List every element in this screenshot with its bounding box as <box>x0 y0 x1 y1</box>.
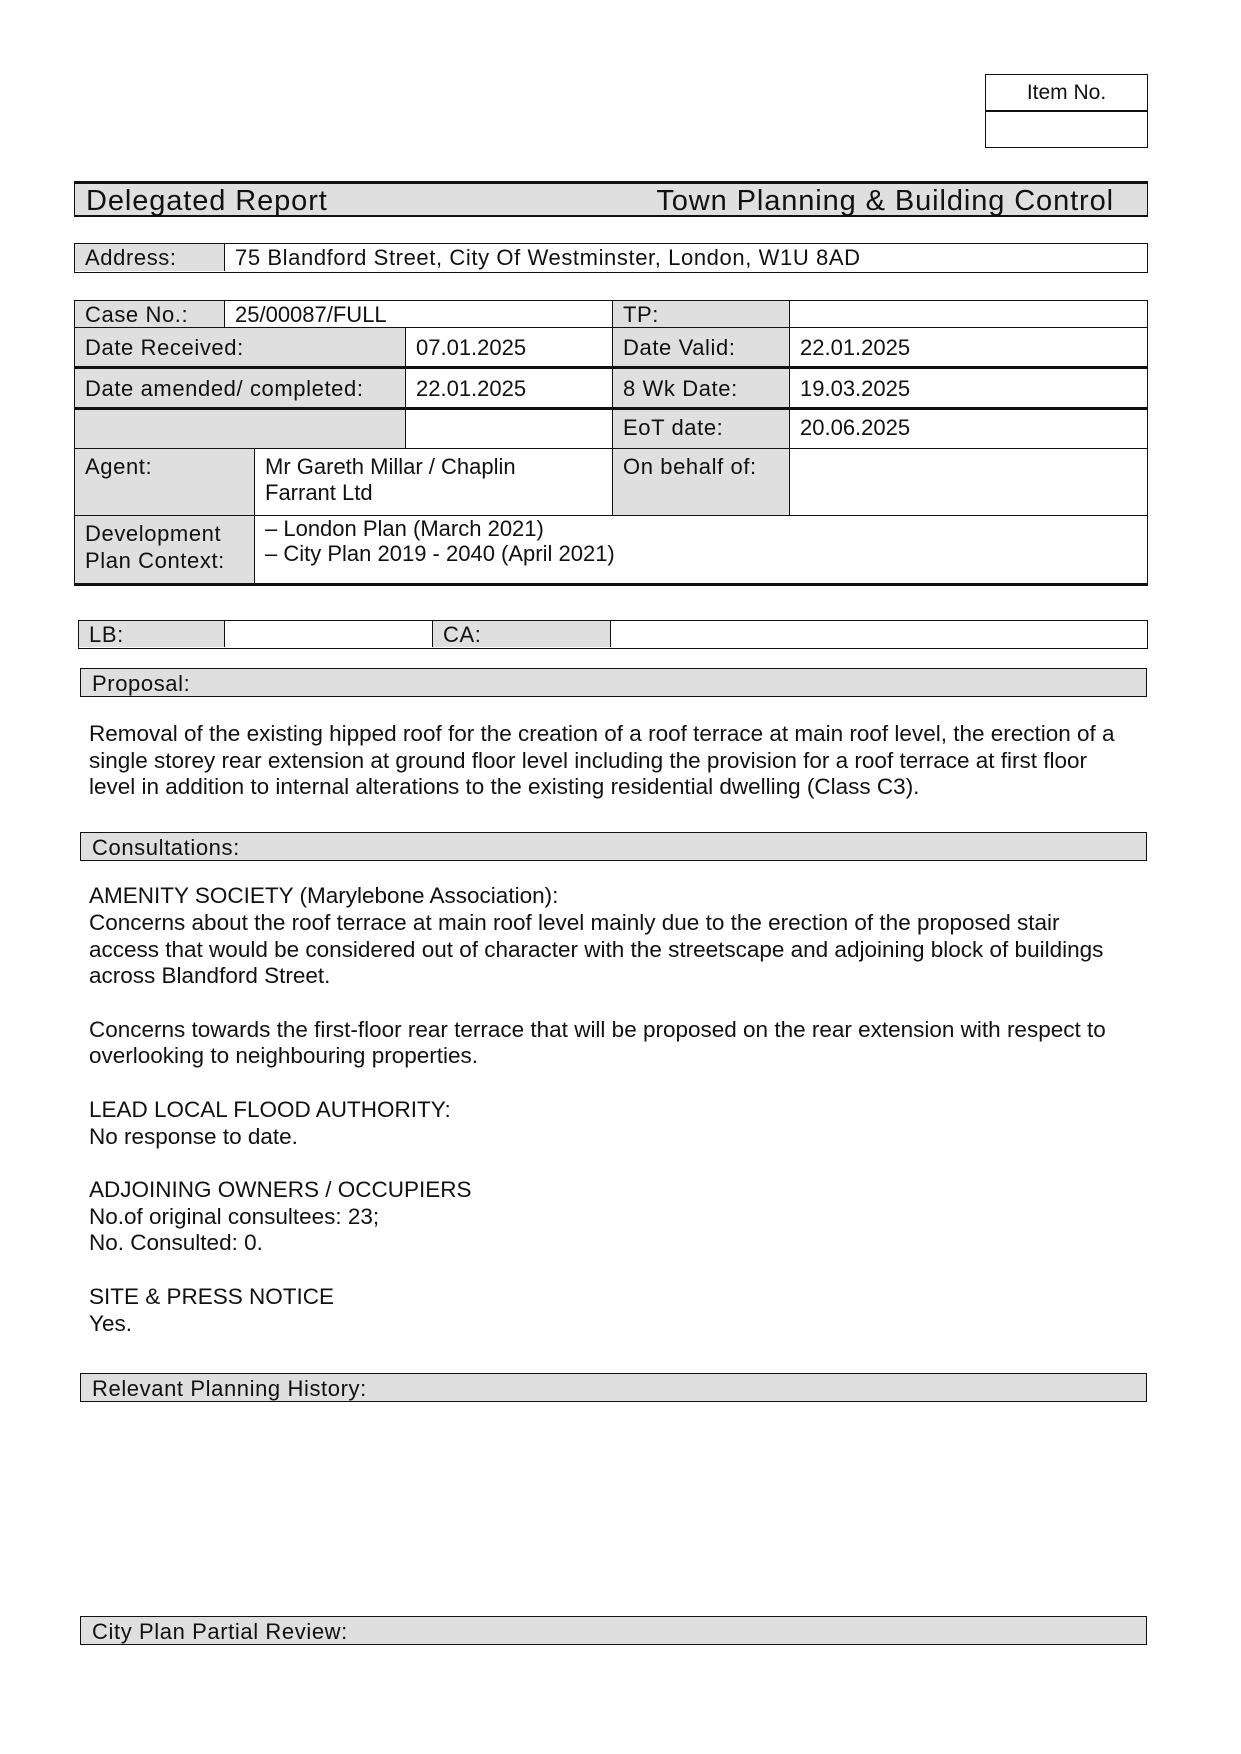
proposal-heading: Proposal: <box>80 668 1147 697</box>
lb-label: LB: <box>79 621 225 647</box>
item-number-value <box>986 112 1147 147</box>
date-valid-label: Date Valid: <box>612 328 790 369</box>
address-label: Address: <box>75 244 225 271</box>
flood-authority-title: LEAD LOCAL FLOOD AUTHORITY: <box>89 1096 451 1122</box>
development-plan-item: – London Plan (March 2021) <box>265 516 544 541</box>
original-consultees: No.of original consultees: 23; <box>89 1203 380 1229</box>
case-details-table <box>74 300 1148 586</box>
date-amended-value: 22.01.2025 <box>406 369 612 410</box>
site-press-notice-text: Yes. <box>89 1310 132 1336</box>
on-behalf-of-value <box>790 449 1147 516</box>
amenity-society-line: access that would be considered out of character with the streetscape and adjoining block of buildings <box>89 936 1104 962</box>
agent-label: Agent: <box>75 449 255 516</box>
case-no-value: 25/00087/FULL <box>225 301 612 328</box>
development-plan-item: – City Plan 2019 - 2040 (April 2021) <box>265 541 615 566</box>
proposal-text <box>89 721 1149 801</box>
amenity-society-line: across Blandford Street. <box>89 963 331 989</box>
ca-value <box>611 621 1147 647</box>
blank-value-cell <box>406 410 612 449</box>
item-number-label: Item No. <box>986 75 1147 112</box>
date-received-label: Date Received: <box>75 328 406 369</box>
department-title: Town Planning & Building Control <box>656 185 1114 217</box>
item-number-box <box>985 74 1148 148</box>
proposal-line: Removal of the existing hipped roof for the creation of a roof terrace at main roof level, the erection of a <box>89 721 1115 746</box>
consultations-text <box>89 883 1149 1337</box>
ca-label: CA: <box>433 621 611 647</box>
development-plan-label-line1: Development <box>85 521 222 546</box>
lb-ca-row <box>78 620 1148 649</box>
amenity-society-line: overlooking to neighbouring properties. <box>89 1043 479 1069</box>
amenity-society-title: AMENITY SOCIETY (Marylebone Association): <box>89 883 559 908</box>
amenity-society-line: Concerns towards the first-floor rear terrace that will be proposed on the rear extension with respect to <box>89 1016 1106 1042</box>
agent-company: Farrant Ltd <box>265 480 373 505</box>
site-press-notice-title: SITE & PRESS NOTICE <box>89 1283 335 1309</box>
development-plan-value <box>255 516 1147 583</box>
development-plan-label-line2: Plan Context: <box>85 548 225 573</box>
planning-history-heading: Relevant Planning History: <box>80 1373 1147 1402</box>
date-received-value: 07.01.2025 <box>406 328 612 369</box>
address-value: 75 Blandford Street, City Of Westminster, London, W1U 8AD <box>235 245 861 270</box>
lb-value <box>225 621 433 647</box>
report-title: Delegated Report <box>86 185 328 217</box>
adjoining-owners-title: ADJOINING OWNERS / OCCUPIERS <box>89 1176 472 1202</box>
flood-authority-text: No response to date. <box>89 1123 298 1149</box>
amenity-society-line: Concerns about the roof terrace at main roof level mainly due to the erection of the proposed stair <box>89 909 1060 935</box>
tp-label: TP: <box>612 301 790 328</box>
proposal-line: single storey rear extension at ground floor level including the provision for a roof terrace at first floor <box>89 747 1088 773</box>
agent-name: Mr Gareth Millar / Chaplin <box>265 454 516 479</box>
case-no-label: Case No.: <box>75 301 225 328</box>
eot-date-value: 20.06.2025 <box>790 410 1147 449</box>
agent-value <box>255 449 612 516</box>
city-plan-review-heading: City Plan Partial Review: <box>80 1616 1147 1645</box>
on-behalf-of-label: On behalf of: <box>612 449 790 516</box>
blank-label-cell <box>75 410 406 449</box>
eot-date-label: EoT date: <box>612 410 790 449</box>
eight-wk-date-value: 19.03.2025 <box>790 369 1147 410</box>
date-amended-label: Date amended/ completed: <box>75 369 406 410</box>
date-valid-value: 22.01.2025 <box>790 328 1147 369</box>
consulted-count: No. Consulted: 0. <box>89 1230 263 1256</box>
consultations-heading: Consultations: <box>80 832 1147 861</box>
eight-wk-date-label: 8 Wk Date: <box>612 369 790 410</box>
proposal-line: level in addition to internal alterations to the existing residential dwelling (Class C3). <box>89 774 920 799</box>
development-plan-label <box>75 516 255 583</box>
address-row <box>74 243 1148 273</box>
tp-value <box>790 301 1147 328</box>
report-header <box>74 181 1148 217</box>
